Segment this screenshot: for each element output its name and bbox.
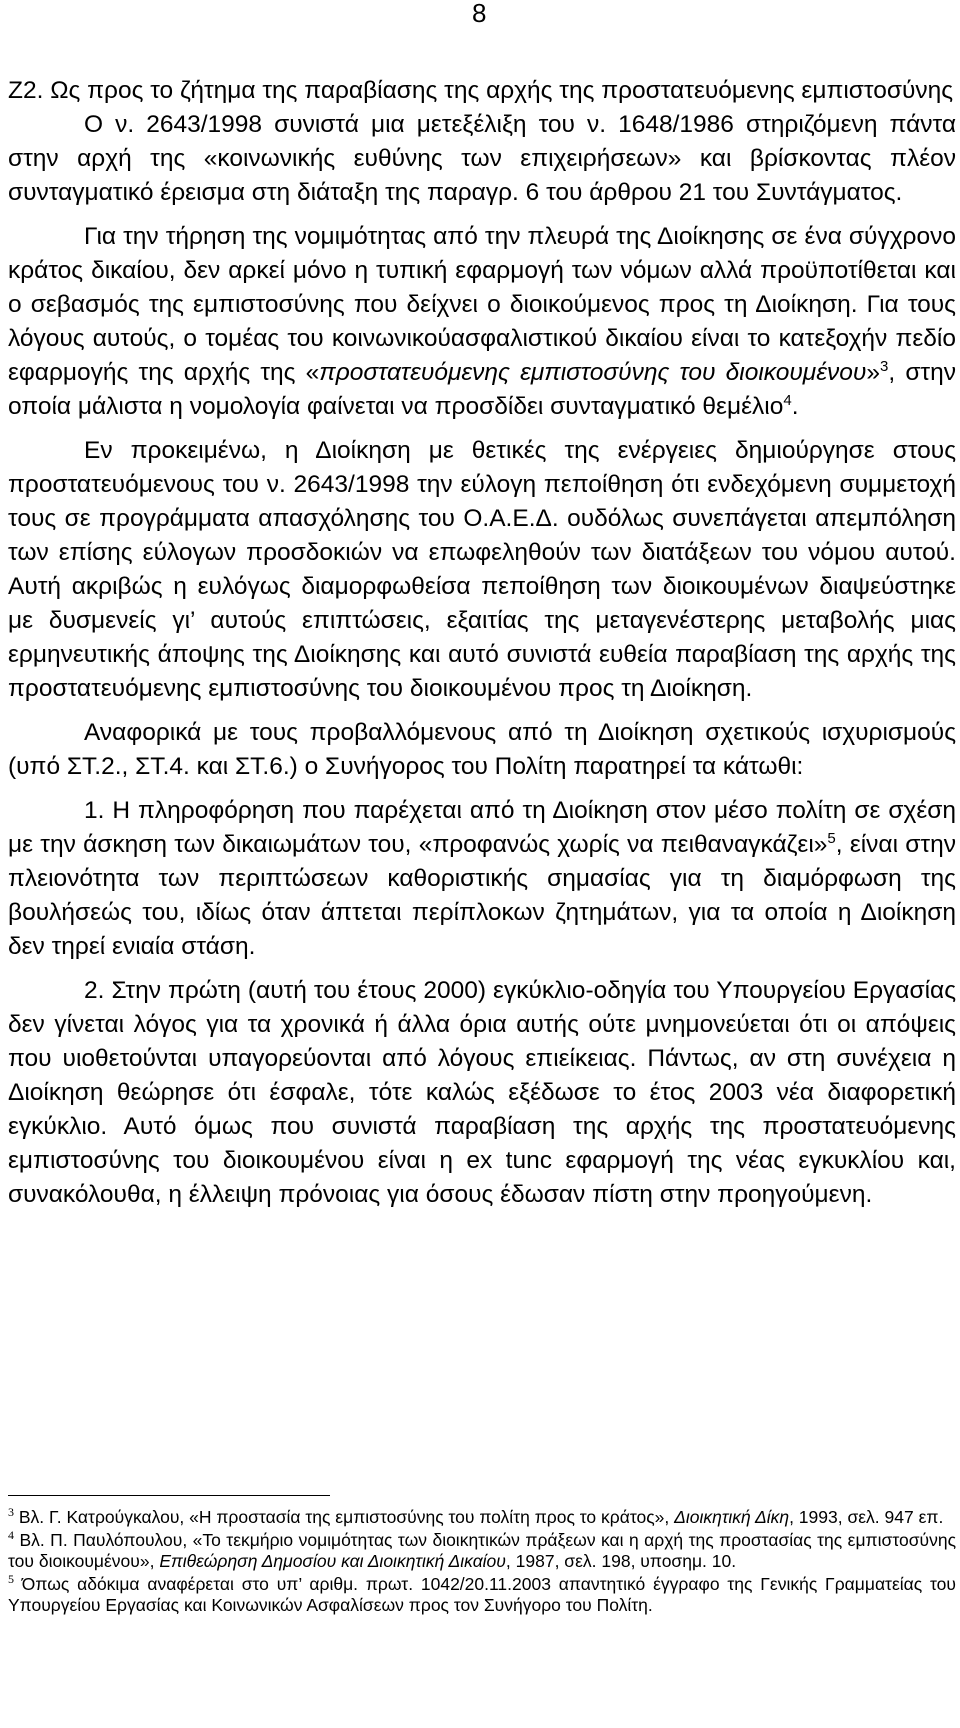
footnote-ref-4[interactable]: 4	[783, 392, 792, 409]
footnote-4-text-a: Βλ. Π. Παυλόπουλου, «Το τεκμήριο νομιμότητας των διοικητικών πράξεων και η αρχή της προστασίας της εμπιστοσύνης του διοικουμένου»,	[8, 1529, 956, 1571]
footnote-separator	[8, 1495, 330, 1496]
footnote-ref-5[interactable]: 5	[827, 830, 836, 847]
paragraph-2-italic: προστατευόμενης εμπιστοσύνης του διοικουμένου	[319, 359, 867, 386]
paragraph-1: Ο ν. 2643/1998 συνιστά μια μετεξέλιξη του ν. 1648/1986 στηριζόμενη πάντα στην αρχή της «κοινωνικής ευθύνης των επιχειρήσεων» και βρίσκοντας πλέον συνταγματικό έρεισμα στη διάταξη της παραγρ. 6 του άρθρου 21 του Συντάγματος.	[8, 111, 956, 206]
document-body	[8, 74, 956, 1222]
footnote-3	[8, 1507, 956, 1529]
paragraph-5-text-b: , είναι στην πλειονότητα των περιπτώσεων καθοριστικής σημασίας για τη διαμόρφωση της βουλήσεώς του, ιδίως όταν άπτεται περίπλοκων ζητημάτων, για τα οποία η Διοίκηση δεν τηρεί ενιαία στάση.	[8, 831, 956, 960]
footnote-ref-3[interactable]: 3	[879, 358, 889, 375]
paragraph-2-text-c: , στην οποία μάλιστα η νομολογία φαίνεται να προσδίδει συνταγματικό θεμέλιο	[8, 359, 956, 420]
footnote-4-number: 4	[8, 1527, 14, 1542]
section-heading: Ζ2. Ως προς το ζήτημα της παραβίασης της αρχής της προστατευόμενης εμπιστοσύνης	[8, 77, 954, 104]
footnotes	[8, 1507, 956, 1618]
footnote-5-text: Όπως αδόκιμα αναφέρεται στο υπ’ αριθμ. πρωτ. 1042/20.11.2003 απαντητικό έγγραφο της Γενικής Γραμματείας του Υπουργείου Εργασίας και Κοινωνικών Ασφαλίσεων προς τον Συνήγορο του Πολίτη.	[8, 1573, 956, 1615]
footnote-5-number: 5	[8, 1571, 14, 1586]
paragraph-3: Εν προκειμένω, η Διοίκηση με θετικές της ενέργειες δημιούργησε στους προστατευόμενους του ν. 2643/1998 την εύλογη πεποίθηση ότι ενδεχόμενη συμμετοχή τους σε προγράμματα απασχόλησης του Ο.Α.Ε.Δ. ουδόλως συνεπάγεται απεμπόληση των επίσης εύλογων προσδοκιών να επωφεληθούν των διατάξεων του νόμου αυτού. Αυτή ακριβώς η ευλόγως διαμορφωθείσα πεποίθηση των διοικουμένων διαψεύστηκε με δυσμενείς γι’ αυτούς επιπτώσεις, εξαιτίας της μεταγενέστερης μεταβολής μιας ερμηνευτικής άποψης της Διοίκησης και αυτό συνιστά ευθεία παραβίαση της αρχής της προστατευόμενης εμπιστοσύνης του διοικουμένου προς τη Διοίκηση.	[8, 437, 956, 702]
paragraph-5-text-a: 1. Η πληροφόρηση που παρέχεται από τη Διοίκηση στον μέσο πολίτη σε σχέση με την άσκηση των δικαιωμάτων του, «προφανώς χωρίς να πειθαναγκάζει»	[8, 797, 956, 858]
paragraph-4: Αναφορικά με τους προβαλλόμενους από τη Διοίκηση σχετικούς ισχυρισμούς (υπό ΣΤ.2., ΣΤ.4. και ΣΤ.6.) ο Συνήγορος του Πολίτη παρατηρεί τα κάτωθι:	[8, 719, 956, 780]
paragraph-6: 2. Στην πρώτη (αυτή του έτους 2000) εγκύκλιο-οδηγία του Υπουργείου Εργασίας δεν γίνεται λόγος για τα χρονικά ή άλλα όρια αυτής ούτε μνημονεύεται ότι οι απόψεις που υιοθετούνται υπαγορεύονται από λόγους επιείκειας. Πάντως, αν στη συνέχεια η Διοίκηση θεώρησε ότι έσφαλε, τότε καλώς εξέδωσε το έτος 2003 νέα διαφορετική εγκύκλιο. Αυτό όμως που συνιστά παραβίαση της αρχής της προστατευόμενης εμπιστοσύνης του διοικουμένου είναι η ex tunc εφαρμογή της νέας εγκυκλίου και, συνακόλουθα, η έλλειψη πρόνοιας για όσους έδωσαν πίστη στην προηγούμενη.	[8, 977, 956, 1208]
paragraph-2-text-d: .	[791, 393, 799, 420]
footnote-4	[8, 1527, 956, 1573]
paragraph-2	[8, 220, 956, 424]
paragraph-2-text-b: »	[866, 359, 880, 386]
paragraph-5	[8, 794, 956, 964]
footnote-3-text-b: , 1993, σελ. 947 επ.	[789, 1507, 944, 1527]
footnote-3-number: 3	[8, 1505, 14, 1519]
footnote-4-text-b: , 1987, σελ. 198, υποσημ. 10.	[505, 1551, 737, 1571]
footnote-5	[8, 1571, 956, 1617]
footnote-4-italic: Επιθεώρηση Δημοσίου και Διοικητική Δικαίου	[159, 1551, 506, 1571]
page-number: 8	[472, 0, 487, 28]
paragraph-2-text-a: Για την τήρηση της νομιμότητας από την πλευρά της Διοίκησης σε ένα σύγχρονο κράτος δικαίου, δεν αρκεί μόνο η τυπική εφαρμογή των νόμων αλλά προϋποτίθεται και ο σεβασμός της εμπιστοσύνης που δείχνει ο διοικούμενος προς τη Διοίκηση. Για τους λόγους αυτούς, ο τομέας του κοινωνικούασφαλιστικού δικαίου είναι το κατεξοχήν πεδίο εφαρμογής της αρχής της «	[8, 223, 956, 386]
footnote-3-italic: Διοικητική Δίκη	[674, 1507, 790, 1527]
footnote-3-text-a: Βλ. Γ. Κατρούγκαλου, «Η προστασία της εμπιστοσύνης του πολίτη προς το κράτος»,	[18, 1507, 675, 1527]
